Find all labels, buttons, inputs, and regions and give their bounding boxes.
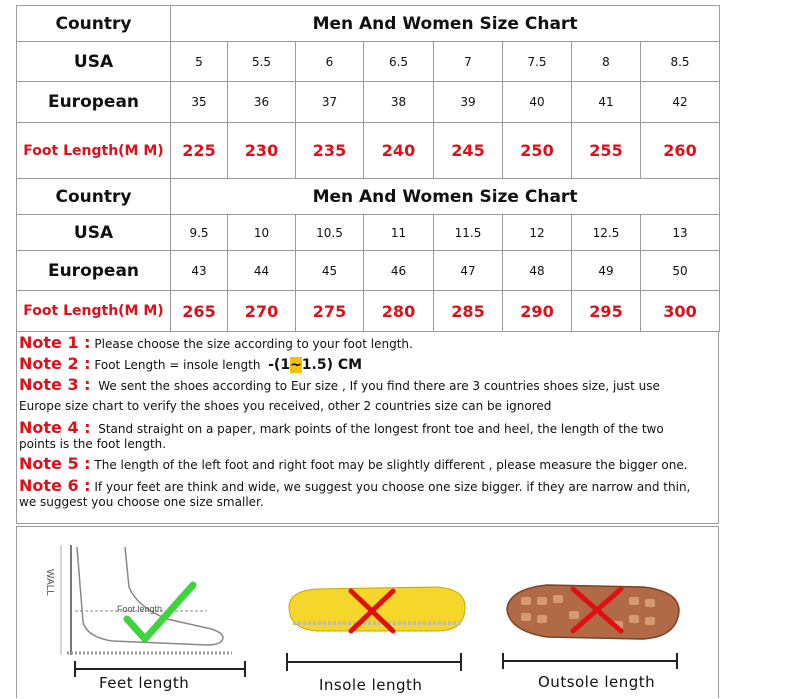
eu-size: 37 bbox=[296, 82, 364, 123]
formula-part: 1.5) CM bbox=[301, 357, 363, 373]
eu-size: 36 bbox=[228, 82, 296, 123]
eu-size: 47 bbox=[434, 251, 503, 291]
european-label: European bbox=[17, 82, 171, 123]
eu-size: 38 bbox=[364, 82, 434, 123]
size-chart-table-1 bbox=[16, 5, 720, 179]
usa-size: 7.5 bbox=[503, 42, 572, 82]
usa-size: 9.5 bbox=[171, 215, 228, 251]
usa-size: 13 bbox=[641, 215, 720, 251]
eu-size: 39 bbox=[434, 82, 503, 123]
foot-length-value: 255 bbox=[572, 123, 641, 179]
insole-length-figure bbox=[287, 587, 465, 671]
eu-size: 49 bbox=[572, 251, 641, 291]
note-text: Please choose the size according to your foot length. bbox=[94, 337, 413, 351]
eu-size: 40 bbox=[503, 82, 572, 123]
country-header: Country bbox=[17, 179, 171, 215]
formula-part: -(1 bbox=[268, 357, 291, 373]
usa-size: 5.5 bbox=[228, 42, 296, 82]
usa-size: 6 bbox=[296, 42, 364, 82]
usa-label: USA bbox=[17, 42, 171, 82]
outsole-length-figure bbox=[503, 585, 679, 669]
note-3-cont: Europe size chart to verify the shoes you received, other 2 countries size can be ignored bbox=[19, 399, 552, 413]
eu-size: 35 bbox=[171, 82, 228, 123]
usa-size: 11.5 bbox=[434, 215, 503, 251]
feet-length-figure bbox=[44, 545, 245, 677]
usa-size: 6.5 bbox=[364, 42, 434, 82]
eu-size: 44 bbox=[228, 251, 296, 291]
usa-size: 8 bbox=[572, 42, 641, 82]
foot-length-value: 230 bbox=[228, 123, 296, 179]
foot-length-label: Foot Length(M M) bbox=[17, 291, 171, 332]
foot-length-value: 260 bbox=[641, 123, 720, 179]
usa-size: 8.5 bbox=[641, 42, 720, 82]
measurement-illustration bbox=[16, 526, 719, 698]
eu-size: 42 bbox=[641, 82, 720, 123]
country-header: Country bbox=[17, 6, 171, 42]
note-label: Note 5 : bbox=[19, 454, 91, 473]
note-text: If your feet are think and wide, we suggest you choose one size bigger. if they are narrow and thin, bbox=[94, 480, 691, 494]
foot-length-value: 285 bbox=[434, 291, 503, 332]
foot-length-value: 235 bbox=[296, 123, 364, 179]
usa-size: 11 bbox=[364, 215, 434, 251]
foot-length-value: 295 bbox=[572, 291, 641, 332]
foot-length-value: 250 bbox=[503, 123, 572, 179]
eu-size: 46 bbox=[364, 251, 434, 291]
foot-length-value: 290 bbox=[503, 291, 572, 332]
note-label: Note 2 : bbox=[19, 354, 91, 373]
usa-size: 10 bbox=[228, 215, 296, 251]
usa-size: 10.5 bbox=[296, 215, 364, 251]
foot-length-value: 225 bbox=[171, 123, 228, 179]
formula-tilde: ~ bbox=[290, 357, 302, 373]
eu-size: 50 bbox=[641, 251, 720, 291]
european-label: European bbox=[17, 251, 171, 291]
note-text: Foot Length = insole length bbox=[94, 358, 261, 372]
note-3 bbox=[19, 377, 716, 394]
note-6-cont: we suggest you choose one size smaller. bbox=[19, 495, 264, 509]
notes-section bbox=[16, 331, 719, 524]
note-label: Note 4 : bbox=[19, 418, 91, 437]
eu-size: 48 bbox=[503, 251, 572, 291]
chart-title: Men And Women Size Chart bbox=[171, 6, 720, 42]
foot-length-value: 270 bbox=[228, 291, 296, 332]
eu-size: 41 bbox=[572, 82, 641, 123]
usa-size: 12.5 bbox=[572, 215, 641, 251]
insole-formula bbox=[268, 357, 362, 373]
chart-title: Men And Women Size Chart bbox=[171, 179, 720, 215]
eu-size: 43 bbox=[171, 251, 228, 291]
note-4 bbox=[19, 420, 716, 437]
usa-size: 5 bbox=[171, 42, 228, 82]
foot-length-value: 275 bbox=[296, 291, 364, 332]
usa-size: 12 bbox=[503, 215, 572, 251]
outsole-length-caption: Outsole length bbox=[538, 673, 656, 691]
note-text: Stand straight on a paper, mark points of the longest front toe and heel, the length of the two bbox=[98, 422, 664, 436]
usa-size: 7 bbox=[434, 42, 503, 82]
note-2 bbox=[19, 356, 716, 373]
eu-size: 45 bbox=[296, 251, 364, 291]
insole-length-caption: Insole length bbox=[319, 676, 423, 694]
wall-label: WALL bbox=[44, 569, 55, 596]
note-label: Note 3 : bbox=[19, 375, 91, 394]
note-5 bbox=[19, 456, 716, 473]
usa-label: USA bbox=[17, 215, 171, 251]
note-1 bbox=[19, 335, 716, 352]
note-label: Note 6 : bbox=[19, 476, 91, 495]
note-6 bbox=[19, 478, 716, 495]
note-4-cont: points is the foot length. bbox=[19, 437, 167, 451]
note-label: Note 1 : bbox=[19, 333, 91, 352]
foot-length-value: 300 bbox=[641, 291, 720, 332]
foot-length-value: 240 bbox=[364, 123, 434, 179]
foot-length-tag: Foot length bbox=[117, 604, 163, 614]
foot-length-label: Foot Length(M M) bbox=[17, 123, 171, 179]
note-text: We sent the shoes according to Eur size , If you find there are 3 countries shoes size, just use bbox=[98, 379, 660, 393]
foot-length-value: 280 bbox=[364, 291, 434, 332]
note-text: The length of the left foot and right foot may be slightly different , please measure the bigger one. bbox=[94, 458, 688, 472]
foot-length-value: 245 bbox=[434, 123, 503, 179]
foot-length-value: 265 bbox=[171, 291, 228, 332]
feet-length-caption: Feet length bbox=[99, 674, 190, 692]
size-chart-table-2 bbox=[16, 178, 720, 332]
